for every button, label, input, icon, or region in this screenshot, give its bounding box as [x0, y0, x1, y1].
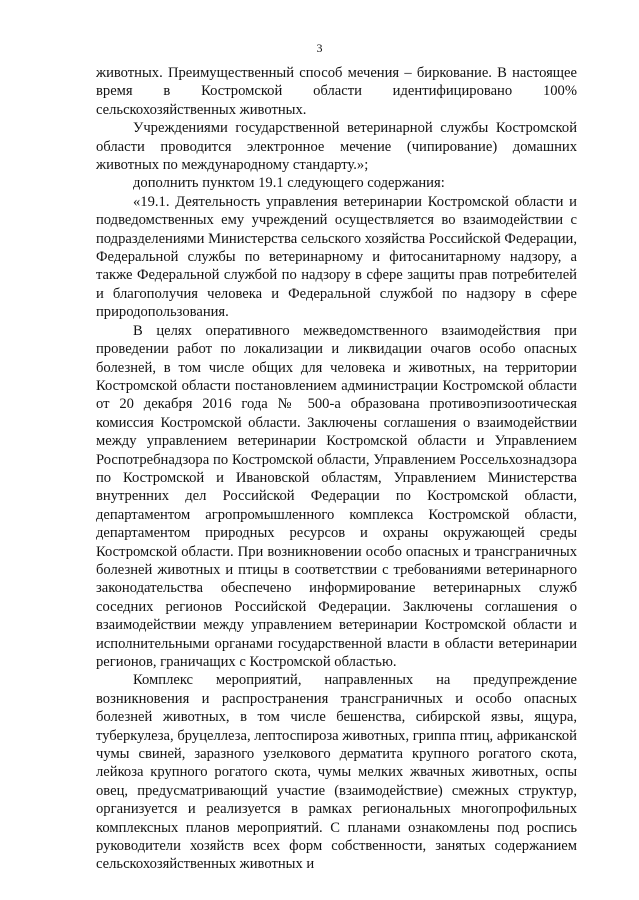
page-number: 3 — [316, 41, 323, 55]
paragraph-amendment-intro: дополнить пунктом 19.1 следующего содержания: — [133, 175, 445, 192]
paragraph-continuation: животных. Преимущественный способ мечения – биркование. В настоящее время в Костромской области идентифицировано 100% сельскохозяйственных животных. — [96, 65, 577, 118]
paragraph-interagency: В целях оперативного межведомственного взаимодействия при проведении работ по локализации и ликвидации очагов особо опасных болезней, в том числе общих для человека и животных, на территории Костромской области постановлением администрации Костромской области от 20 декабря 2016 года № 500-а образована противоэпизоотическая комиссия Костромской области. Заключены соглашения о взаимодействии между управлением ветеринарии Костромской области и Управлением Роспотребнадзора по Костромской области, Управлением Россельхознадзора по Костромской и Ивановской областям, Управлением Министерства внутренних дел Российской Федерации по Костромской области, департаментом агропромышленного комплекса Костромской области, департаментом природных ресурсов и охраны окружающей среды Костромской области. При возникновении особо опасных и трансграничных болезней животных и птицы в соответствии с требованиями ветеринарного законодательства обеспечено информирование ветеринарных служб соседних регионов Российской Федерации. Заключены соглашения о взаимодействии между управлением ветеринарии Костромской области и исполнительными органами государственной власти в области ветеринарии регионов, граничащих с Костромской областью. — [96, 322, 577, 670]
paragraph-measures: Комплекс мероприятий, направленных на предупреждение возникновения и распространения трансграничных и особо опасных болезней животных, в том числе бешенства, сибирской язвы, ящура, туберкулеза, бруцеллеза, лептоспироза животных, гриппа птиц, африканской чумы свиней, заразного узелкового дерматита крупного рогатого скота, лейкоза крупного рогатого скота, чумы мелких жвачных животных, оспы овец, предусматривающий участие (взаимодействие) смежных структур, организуется и реализуется в рамках региональных многопрофильных комплексных планов мероприятий. С планами ознакомлены под роспись руководители хозяйств всех форм собственности, занятых содержанием сельскохозяйственных животных и — [96, 672, 577, 873]
paragraph-19-1: «19.1. Деятельность управления ветеринарии Костромской области и подведомственных ему учреждений осуществляется во взаимодействии с подразделениями Министерства сельского хозяйства Российской Федерации, Федеральной службы по ветеринарному и фитосанитарному надзору, а также Федеральной службой по надзору в сфере защиты прав потребителей и благополучия человека и Федеральной службой по надзору в сфере природопользования. — [96, 193, 577, 321]
document-body — [96, 64, 577, 874]
paragraph-chipping: Учреждениями государственной ветеринарной службы Костромской области проводится электронное мечение (чипирование) домашних животных по международному стандарту.»; — [96, 120, 577, 174]
